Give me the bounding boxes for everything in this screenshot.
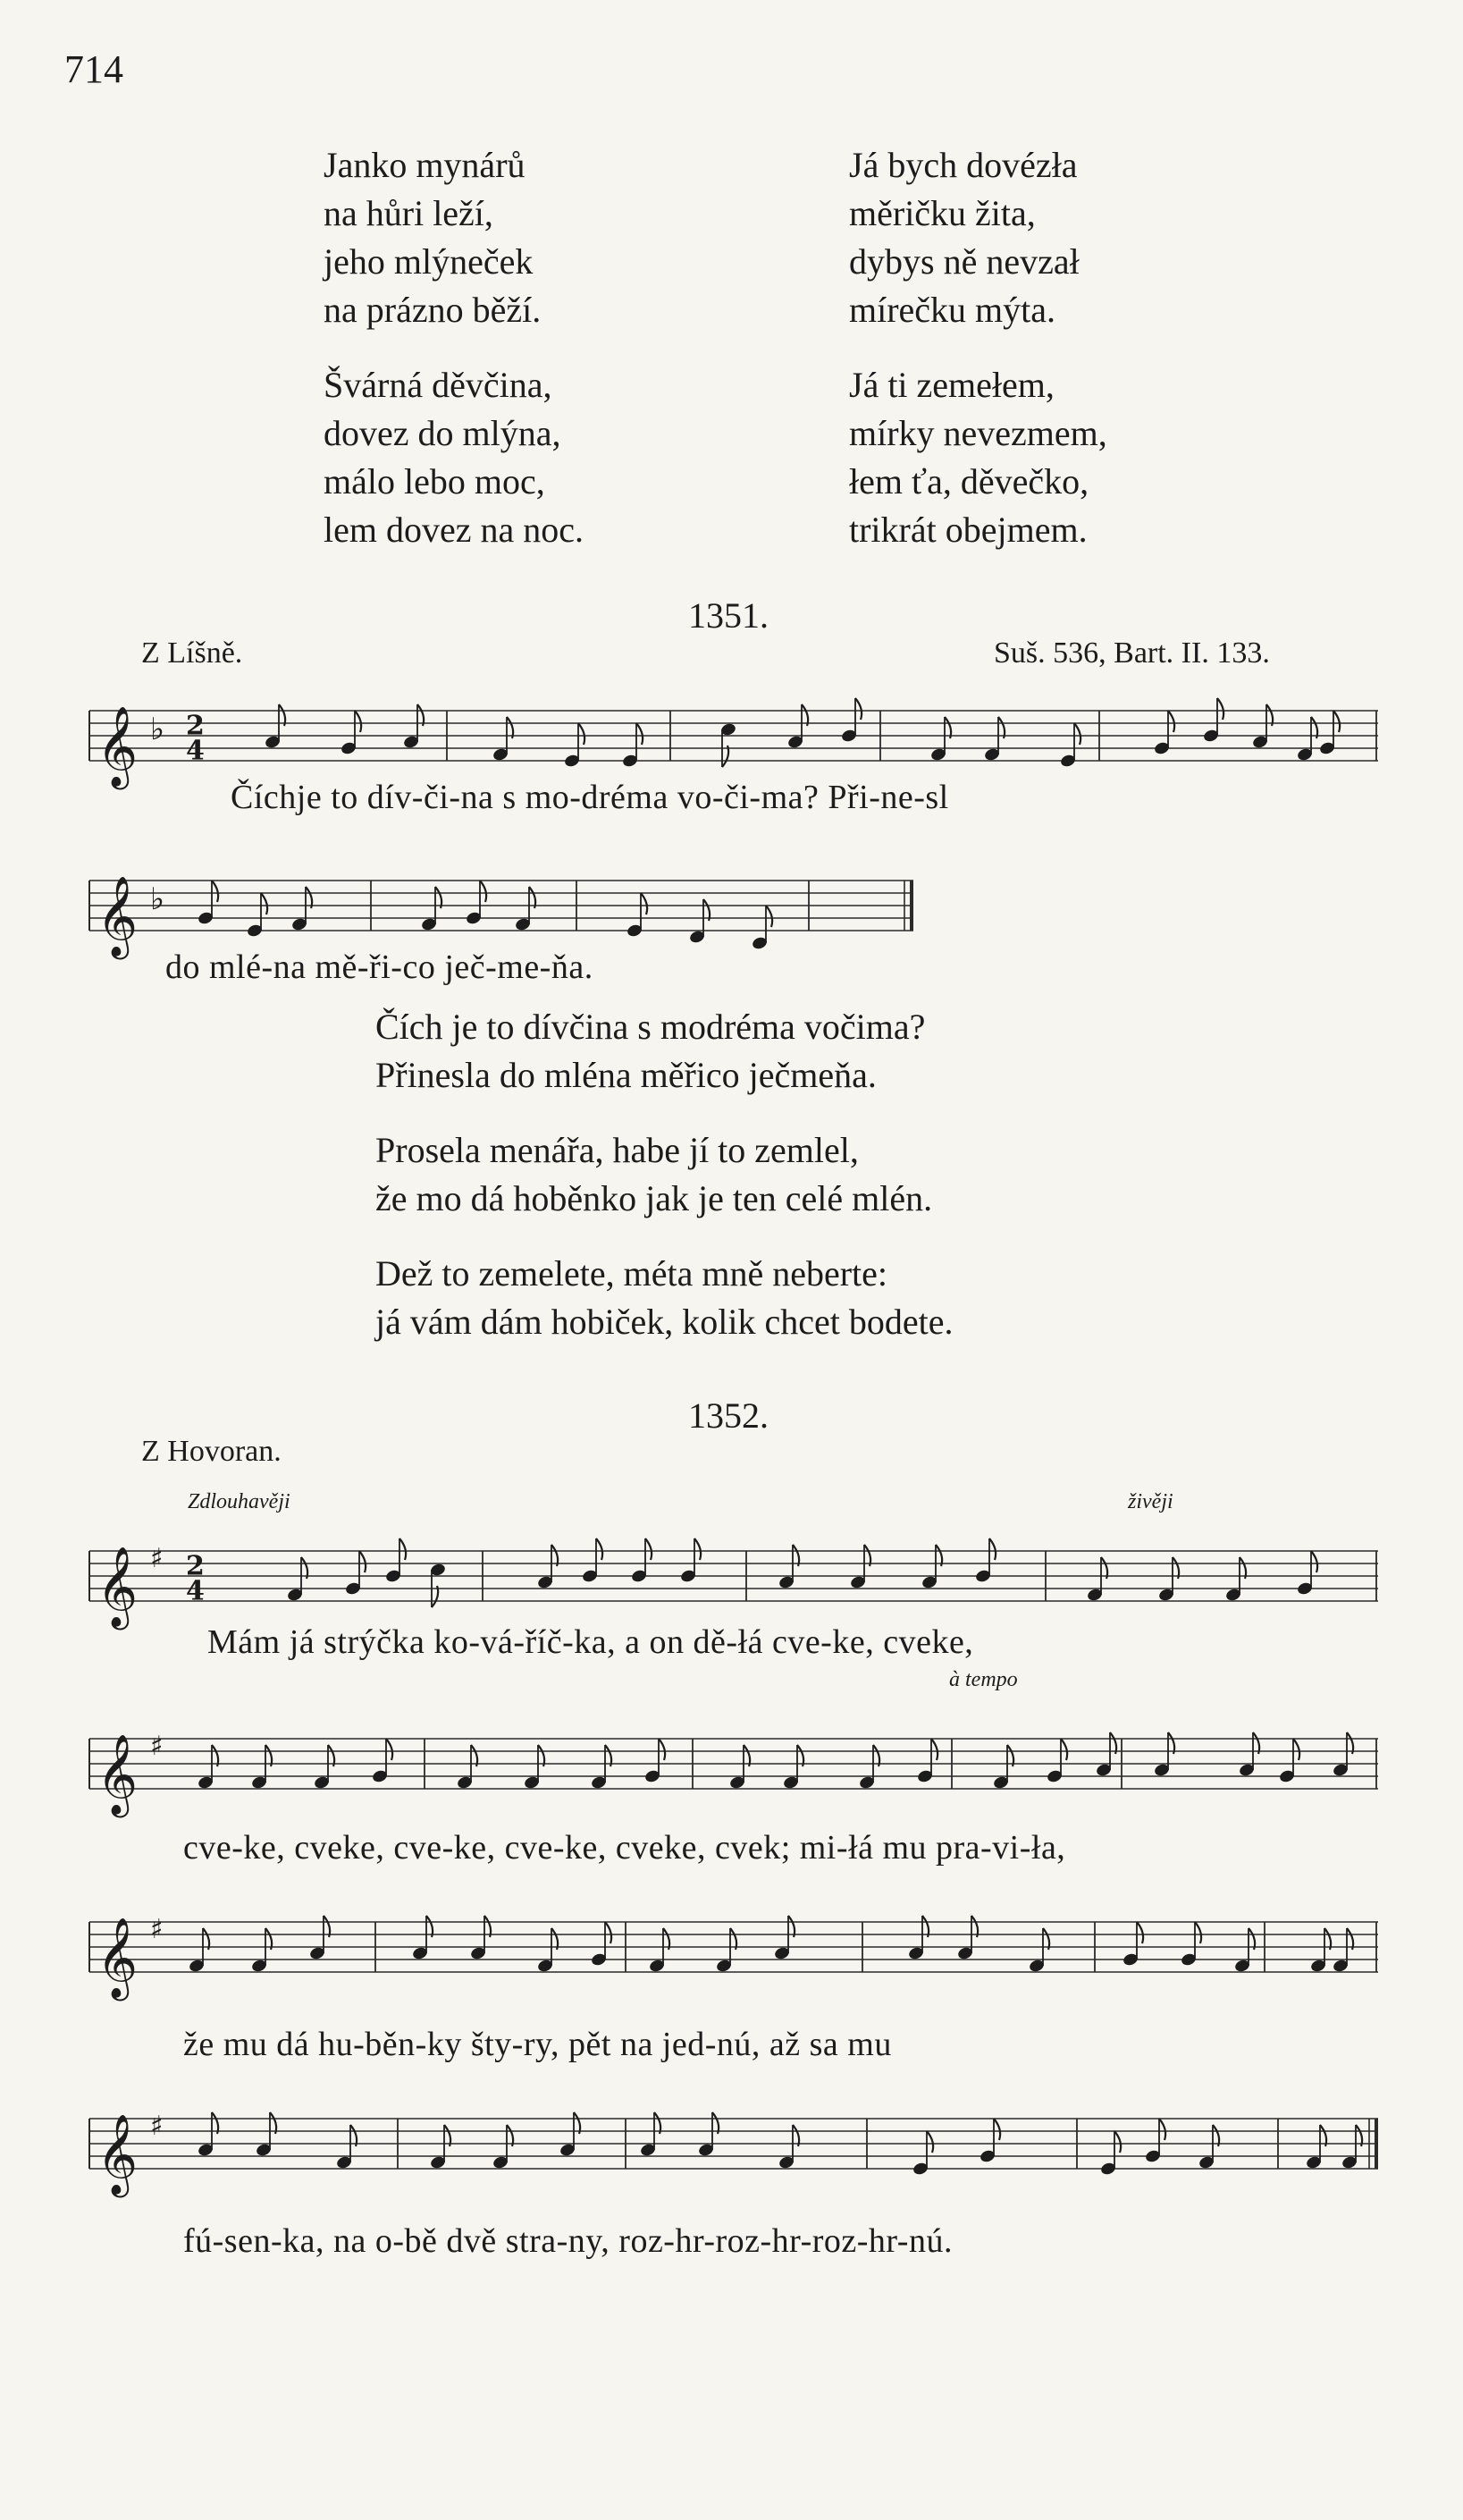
music-staff: [80, 684, 1385, 787]
tempo-marking: živěji: [1128, 1490, 1173, 1513]
song-1351-stanzas: [375, 1003, 953, 1373]
lyrics-line: cve-ke, cveke, cve-ke, cve-ke, cveke, cvek; mi-łá mu pra-vi-ła,: [183, 1829, 1066, 1867]
note-flag: [386, 1739, 392, 1760]
note-flag: [1137, 1922, 1143, 1943]
sharp-sign: ♯: [150, 1543, 164, 1575]
verse-line: Švárná děvčina,: [324, 365, 552, 405]
note-flag: [1311, 1551, 1317, 1572]
note-flag: [931, 1739, 937, 1760]
music-staff: [80, 1524, 1385, 1627]
note-flag: [927, 2131, 933, 2153]
music-staff: [80, 854, 921, 957]
note-flag: [994, 2119, 1000, 2140]
music-staff: [80, 2087, 1385, 2204]
note-flag: [1195, 1922, 1201, 1943]
verse-line: Prosela menářa, habe jí to zemlel,: [375, 1130, 859, 1170]
song-number-1352: 1352.: [688, 1395, 769, 1436]
note-flag: [645, 1538, 652, 1560]
stanza: [324, 141, 584, 334]
time-signature-top: 2: [186, 710, 205, 742]
verse-line: Čích je to dívčina s modréma vočima?: [375, 1007, 926, 1047]
note-flag: [399, 1538, 406, 1560]
source-origin: Z Líšně.: [141, 636, 243, 670]
verse-line: mírky nevezmem,: [849, 413, 1107, 453]
verse-line: Přinesla do mléna měřico ječmeňa.: [375, 1055, 877, 1095]
note-flag: [1293, 1739, 1299, 1760]
verse-line: dovez do mlýna,: [324, 413, 561, 453]
flat-sign: ♭: [150, 881, 165, 918]
intro-poem-left: [324, 141, 584, 581]
music-staff: [80, 1707, 1385, 1815]
stanza: [849, 141, 1107, 334]
verse-line: Já ti zemełem,: [849, 365, 1055, 405]
time-signature-bottom: 4: [186, 1575, 205, 1607]
verse-line: trikrát obejmem.: [849, 510, 1088, 550]
music-staff: [80, 1891, 1385, 1998]
verse-line: já vám dám hobiček, kolik chcet bodete.: [375, 1302, 954, 1342]
verse-line: łem ťa, děvečko,: [849, 461, 1089, 501]
treble-clef: 𝄞: [97, 706, 139, 787]
treble-clef: 𝄞: [97, 876, 139, 957]
treble-clef: 𝄞: [97, 2114, 139, 2195]
note-flag: [261, 893, 267, 914]
sharp-sign: ♯: [150, 1914, 164, 1946]
note-flag: [659, 1739, 665, 1760]
time-signature-bottom: 4: [186, 735, 205, 767]
note-flag: [1217, 698, 1223, 720]
note-flag: [596, 1538, 602, 1560]
verse-line: že mo dá hoběnko jak je ten celé mlén.: [375, 1178, 933, 1218]
song-number-1351: 1351.: [688, 595, 769, 636]
note-flag: [641, 893, 647, 914]
verse-line: na hůri leží,: [324, 193, 493, 233]
note-flag: [605, 1922, 611, 1943]
source-origin: Z Hovoran.: [141, 1435, 282, 1468]
lyrics-line: Mám já strýčka ko-vá-říč-ka, a on dě-łá cve-ke, cveke,: [207, 1623, 974, 1661]
stanza: [849, 361, 1107, 554]
note-flag: [1114, 2131, 1121, 2153]
verse-line: dybys ně nevzał: [849, 241, 1080, 282]
treble-clef: 𝄞: [97, 1917, 139, 1998]
flat-sign: ♭: [150, 712, 165, 748]
treble-clef: 𝄞: [97, 1734, 139, 1815]
note-flag: [766, 906, 772, 927]
intro-poem-right: [849, 141, 1107, 581]
lyrics-line: do mlé-na mě-ři-co ječ-me-ňa.: [165, 948, 593, 986]
note-flag: [578, 723, 584, 745]
note-flag: [855, 698, 862, 720]
note-flag: [355, 711, 361, 732]
note-flag: [480, 881, 486, 902]
time-signature-top: 2: [186, 1550, 205, 1582]
note-flag: [989, 1538, 996, 1560]
sharp-sign: ♯: [150, 2111, 164, 2143]
lyrics-line: Číchje to dív-či-na s mo-dréma vo-či-ma? Při-ne-sl: [231, 779, 949, 816]
verse-line: málo lebo moc,: [324, 461, 545, 501]
source-reference: Suš. 536, Bart. II. 133.: [994, 636, 1270, 670]
note-flag: [636, 723, 643, 745]
lyrics-line: že mu dá hu-běn-ky šty-ry, pět na jed-nú, až sa mu: [183, 2026, 892, 2063]
verse-line: jeho mlýneček: [324, 241, 534, 282]
verse-line: lem dovez na noc.: [324, 510, 584, 550]
stanza: [375, 1126, 953, 1223]
verse-line: Dež to zemelete, méta mně neberte:: [375, 1253, 888, 1294]
verse-line: Janko mynárů: [324, 145, 526, 185]
verse-line: mírečku mýta.: [849, 290, 1056, 330]
stanza: [375, 1250, 953, 1346]
note-flag: [1061, 1739, 1067, 1760]
note-flag: [212, 881, 218, 902]
tempo-marking: à tempo: [949, 1668, 1018, 1691]
treble-clef: 𝄞: [97, 1547, 139, 1627]
note-flag: [359, 1551, 366, 1572]
verse-line: měričku žita,: [849, 193, 1036, 233]
note-flag: [1074, 723, 1080, 745]
note-flag: [1168, 711, 1174, 732]
note-flag: [1159, 2119, 1165, 2140]
lyrics-line: fú-sen-ka, na o-bě dvě stra-ny, roz-hr-roz-hr-roz-hr-nú.: [183, 2222, 953, 2260]
stanza: [324, 361, 584, 554]
tempo-marking: Zdlouhavěji: [188, 1490, 290, 1513]
verse-line: na prázno běží.: [324, 290, 542, 330]
note-flag: [694, 1538, 701, 1560]
sharp-sign: ♯: [150, 1731, 164, 1763]
verse-line: Já bych dovézła: [849, 145, 1078, 185]
stanza: [375, 1003, 953, 1100]
note-flag: [1333, 711, 1340, 732]
page-number: 714: [64, 47, 123, 91]
